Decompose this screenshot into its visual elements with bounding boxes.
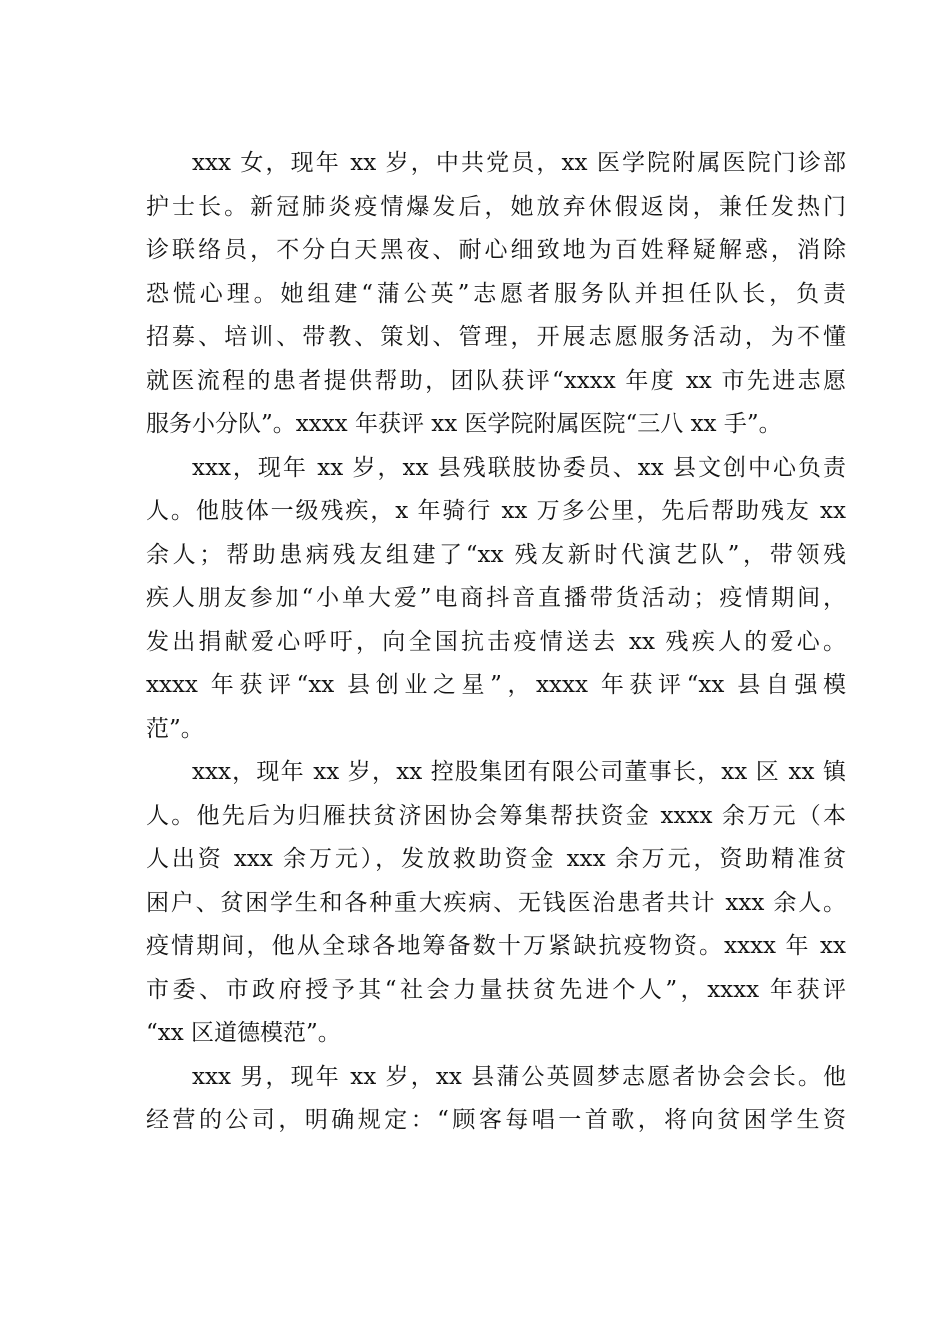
paragraph-line: 恐慌心理。她组建“蒲公英”志愿者服务队并担任队长，负责 xyxy=(146,280,846,307)
paragraph-line: 困户、贫困学生和各种重大疾病、无钱医治患者共计 xxx 余人。 xyxy=(146,889,846,916)
paragraph-line: 人。他肢体一级残疾，x 年骑行 xx 万多公里，先后帮助残友 xx xyxy=(146,498,846,524)
paragraph-3 xyxy=(146,751,846,1056)
paragraph-4 xyxy=(146,1056,846,1143)
paragraph-line: 余人；帮助患病残友组建了“xx 残友新时代演艺队”，带领残 xyxy=(146,541,846,568)
paragraph-line: 发出捐献爱心呼吁，向全国抗击疫情送去 xx 残疾人的爱心。 xyxy=(146,628,846,655)
paragraph-line: xxx，现年 xx 岁，xx 县残联肢协委员、xx 县文创中心负责 xyxy=(192,454,846,481)
paragraph-line: 经营的公司，明确规定：“顾客每唱一首歌，将向贫困学生资 xyxy=(146,1107,846,1133)
paragraph-line: 疫情期间，他从全球各地筹备数十万紧缺抗疫物资。xxxx 年 xx xyxy=(146,933,846,959)
paragraph-line: xxx，现年 xx 岁，xx 控股集团有限公司董事长，xx 区 xx 镇 xyxy=(192,759,846,785)
paragraph-line: xxxx 年获评“xx 县创业之星”，xxxx 年获评“xx 县自强模 xyxy=(146,672,846,698)
paragraph-line: 人。他先后为归雁扶贫济困协会筹集帮扶资金 xxxx 余万元（本 xyxy=(146,802,846,829)
paragraph-line: 市委、市政府授予其“社会力量扶贫先进个人”，xxxx 年获评 xyxy=(146,976,846,1003)
paragraph-line: 服务小分队”。xxxx 年获评 xx 医学院附属医院“三八 xx 手”。 xyxy=(146,411,782,437)
paragraph-line: xxx 女，现年 xx 岁，中共党员，xx 医学院附属医院门诊部 xyxy=(192,150,846,176)
paragraph-line: 人出资 xxx 余万元），发放救助资金 xxx 余万元，资助精准贫 xyxy=(146,846,846,872)
paragraph-line: 护士长。新冠肺炎疫情爆发后，她放弃休假返岗，兼任发热门 xyxy=(146,193,846,220)
paragraph-line: 疾人朋友参加“小单大爱”电商抖音直播带货活动；疫情期间， xyxy=(146,585,846,611)
paragraph-line: 招募、培训、带教、策划、管理，开展志愿服务活动，为不懂 xyxy=(146,324,846,350)
paragraph-line: xxx 男，现年 xx 岁，xx 县蒲公英圆梦志愿者协会会长。他 xyxy=(192,1063,846,1090)
paragraph-line: “xx 区道德模范”。 xyxy=(146,1020,341,1046)
paragraph-1 xyxy=(146,142,846,447)
paragraph-2 xyxy=(146,447,846,752)
document-body xyxy=(146,142,846,1143)
paragraph-line: 诊联络员，不分白天黑夜、耐心细致地为百姓释疑解惑，消除 xyxy=(146,237,846,263)
paragraph-line: 范”。 xyxy=(146,715,204,742)
paragraph-line: 就医流程的患者提供帮助，团队获评“xxxx 年度 xx 市先进志愿 xyxy=(146,367,846,394)
